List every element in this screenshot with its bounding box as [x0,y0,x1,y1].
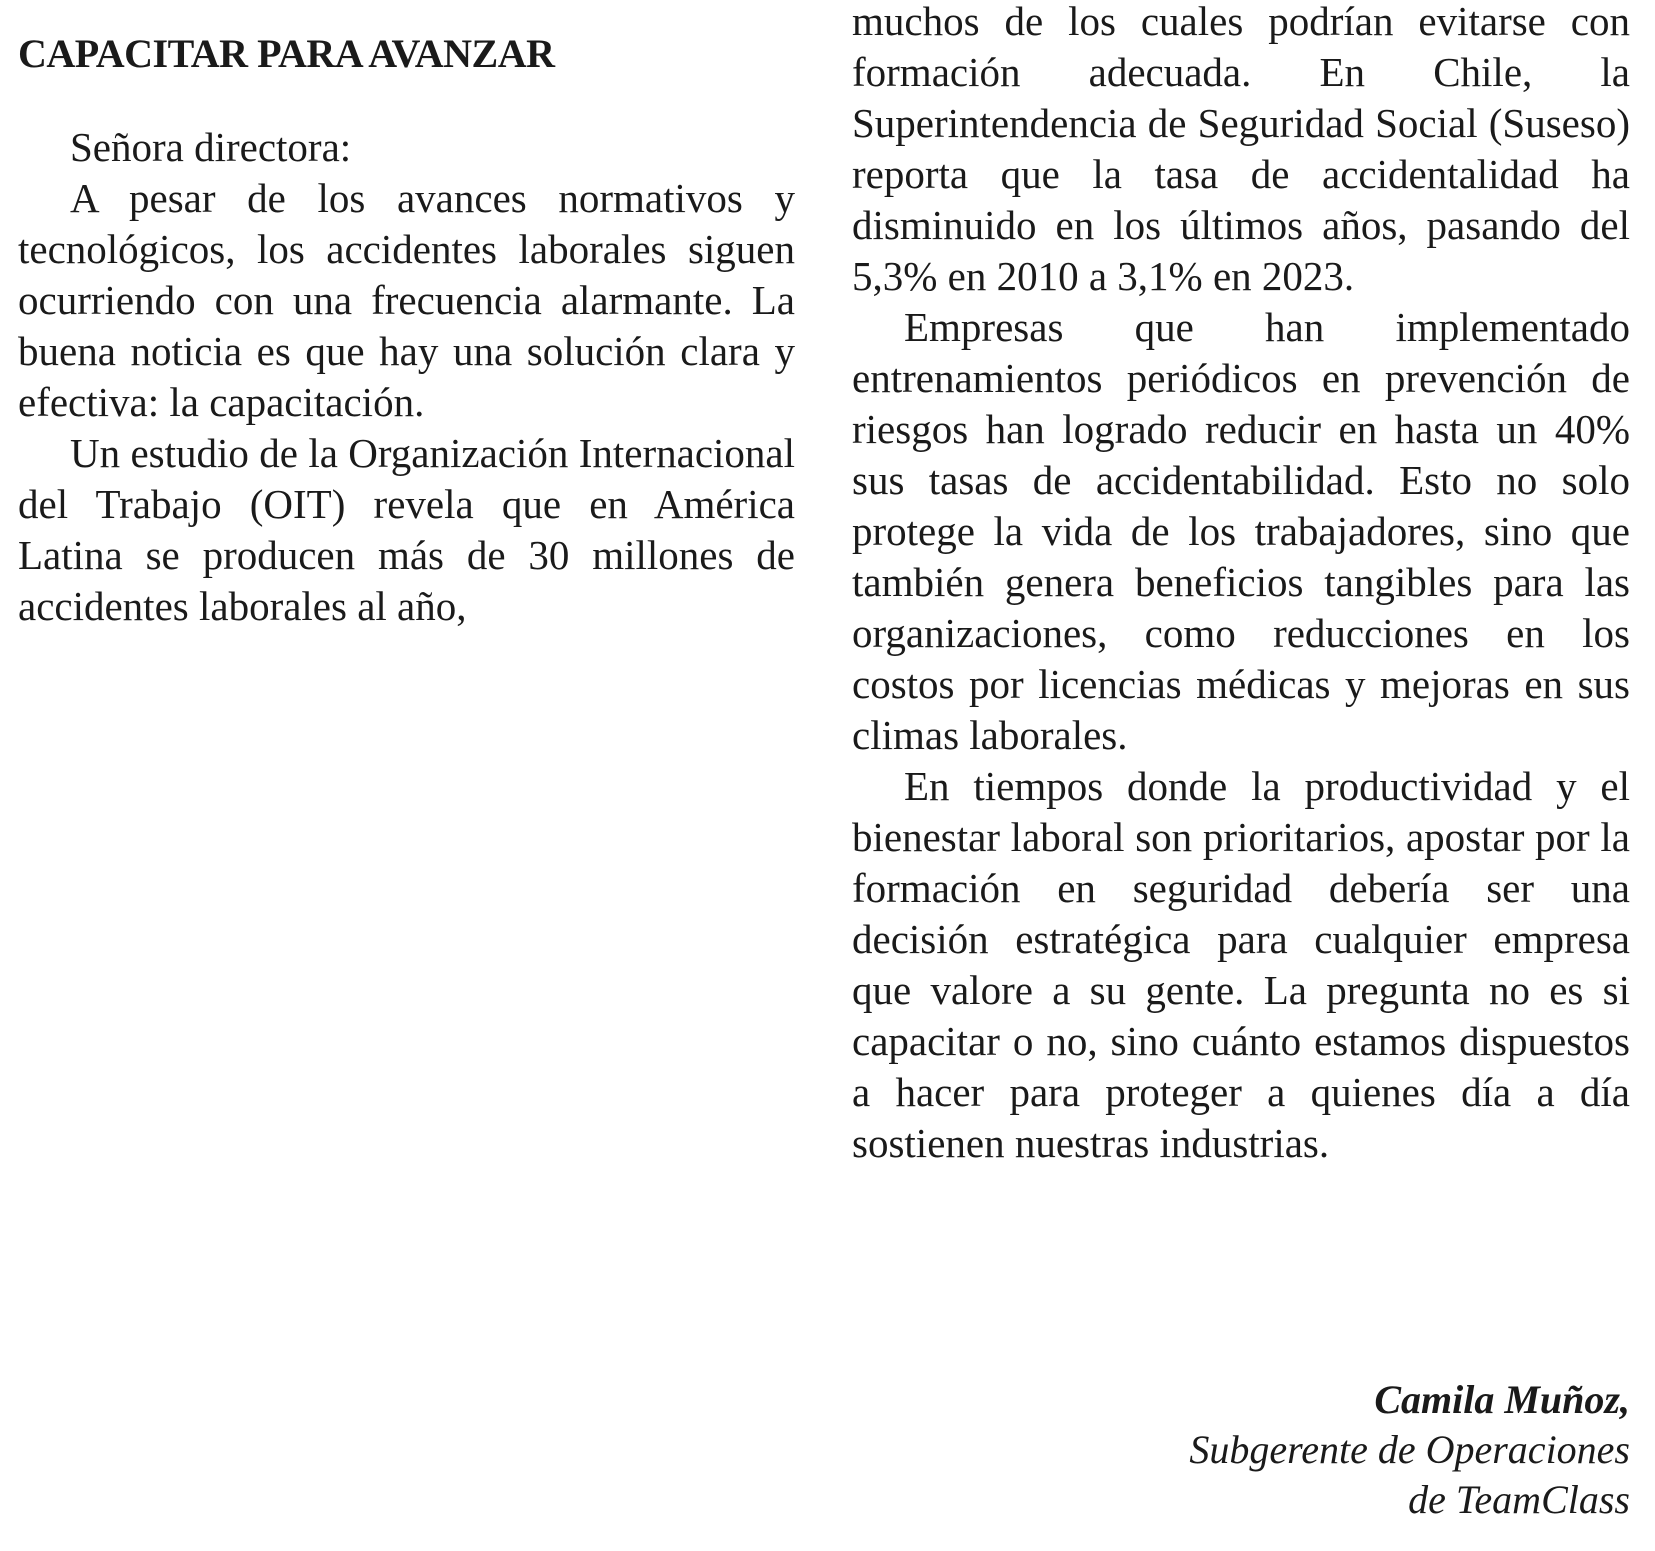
paragraph-left-2: Un estudio de la Organización Internacional del Trabajo (OIT) revela que en América Latina se producen más de 30 millones de accidentes laborales al año, [18,430,795,629]
signature-block [1189,1375,1630,1525]
paragraph-right-3: En tiempos donde la productividad y el bienestar laboral son prioritarios, apostar por la formación en seguridad debería ser una decisión estratégica para cualquier empresa que valore a su gente. La pregunta no es si capacitar o no, sino cuánto estamos dispuestos a hacer para proteger a quienes día a día sostienen nuestras industrias. [852,763,1630,1166]
signature-role-line-1: Subgerente de Operaciones [1189,1427,1630,1472]
greeting: Señora directora: [70,124,352,170]
right-column [852,0,1630,1169]
paragraph-right-2: Empresas que han implementado entrenamientos periódicos en prevención de riesgos han logrado reducir en hasta un 40% sus tasas de accidentabilidad. Esto no solo protege la vida de los trabajadores, sino que también genera beneficios tangibles para las organizaciones, como reducciones en los costos por licencias médicas y mejoras en sus climas laborales. [852,304,1630,758]
signature-name: Camila Muñoz, [1374,1377,1630,1422]
paragraph-right-1: muchos de los cuales podrían evitarse con formación adecuada. En Chile, la Superintendencia de Seguridad Social (Suseso) reporta que la tasa de accidentalidad ha disminuido en los últimos años, pasando del 5,3% en 2010 a 3,1% en 2023. [852,0,1630,299]
signature-role-line-2: de TeamClass [1408,1477,1630,1522]
paragraph-left-1: A pesar de los avances normativos y tecnológicos, los accidentes laborales siguen ocurriendo con una frecuencia alarmante. La buena noticia es que hay una solución clara y efectiva: la capacitación. [18,175,795,425]
headline: CAPACITAR PARA AVANZAR [18,31,555,76]
left-column [18,0,795,632]
